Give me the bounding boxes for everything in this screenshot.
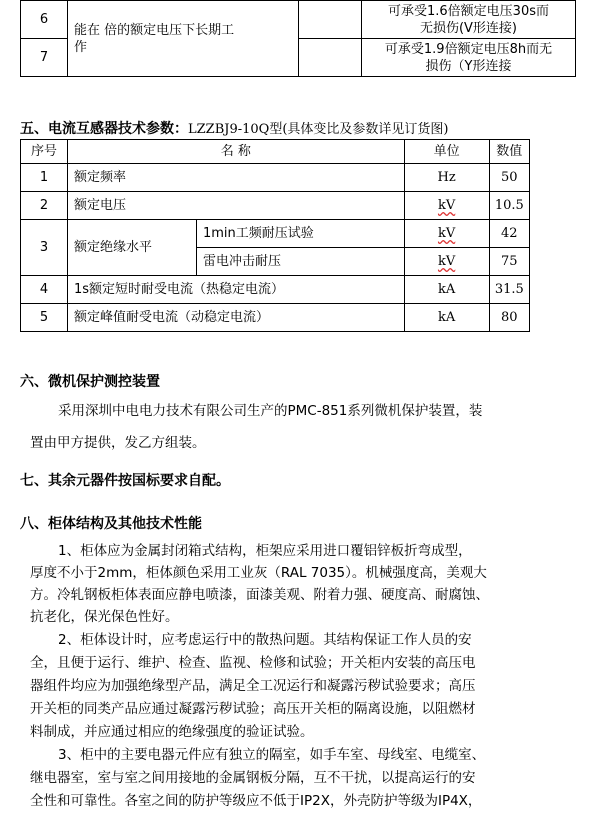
section5-title: 五、电流互感器技术参数：	[20, 121, 188, 137]
table-row	[21, 164, 530, 192]
cell-value: 42	[489, 220, 529, 248]
blank-cell	[299, 39, 362, 77]
section6-para-line1: 采用深圳中电电力技术有限公司生产的PMC-851系列微机保护装置，装	[58, 403, 483, 419]
cell-no: 2	[21, 192, 68, 220]
cell-no: 4	[21, 276, 68, 304]
section8-line: 继电器室，室与室之间用接地的金属钢板分隔，互不干扰，以提高运行的安	[30, 770, 476, 786]
header-no: 序号	[21, 140, 68, 164]
row-number: 7	[21, 39, 68, 77]
cell-value: 31.5	[489, 276, 529, 304]
cell-unit: kV	[404, 192, 489, 220]
row-number: 6	[21, 1, 68, 39]
table-row	[21, 192, 530, 220]
section5-model: LZZBJ9-10Q型(具体变比及参数详见订货图)	[188, 122, 449, 137]
row-description: 可承受1.6倍额定电压30s而 无损伤(V形连接)	[362, 1, 576, 39]
cell-unit: kV	[404, 248, 489, 276]
section8-line: 3、柜中的主要电器元件应有独立的隔室，如手车室、母线室、电缆室、	[58, 747, 486, 763]
section8-line: 全，且便于运行、维护、检查、监视、检修和试验；开关柜内安装的高压电	[30, 655, 476, 671]
cell-subname: 1min工频耐压试验	[197, 220, 405, 248]
cell-value: 10.5	[489, 192, 529, 220]
table-row	[21, 304, 530, 332]
cell-no: 5	[21, 304, 68, 332]
section8-line: 料制成，并应通过相应的绝缘强度的验证试验。	[30, 724, 314, 740]
cell-unit: kA	[404, 276, 489, 304]
cell-name: 1s额定短时耐受电流（热稳定电流）	[68, 276, 405, 304]
table-row	[21, 220, 530, 248]
ct-parameters-table	[20, 139, 530, 332]
voltage-table-partial	[20, 0, 576, 77]
section8-line: 方。冷轧钢板柜体表面应静电喷漆，面漆美观、附着力强、硬度高、耐腐蚀、	[30, 587, 489, 603]
section8-title: 八、柜体结构及其他技术性能	[20, 516, 202, 532]
section8-line: 全性和可靠性。各室之间的防护等级应不低于IP2X，外壳防护等级为IP4X，	[30, 793, 482, 809]
section8-line: 厚度不小于2mm，柜体颜色采用工业灰（RAL 7035）。机械强度高，美观大	[30, 565, 487, 581]
section8-line: 器组件均应为加强绝缘型产品，满足全工况运行和凝露污秽试验要求；高压	[30, 678, 476, 694]
cell-no: 3	[21, 220, 68, 276]
cell-subname: 雷电冲击耐压	[197, 248, 405, 276]
section8-line: 开关柜的同类产品应通过凝露污秽试验；高压开关柜的隔离设施，以阻燃材	[30, 701, 476, 717]
cell-name: 额定电压	[68, 192, 405, 220]
section8-line: 2、柜体设计时，应考虑运行中的散热问题。其结构保证工作人员的安	[58, 632, 472, 648]
cell-value: 75	[489, 248, 529, 276]
section8-line: 1、柜体应为金属封闭箱式结构，柜架应采用进口覆铝锌板折弯成型，	[58, 543, 472, 559]
section5-heading	[20, 118, 448, 138]
merged-item-text: 能在 倍的额定电压下长期工 作	[68, 1, 299, 77]
header-unit: 单位	[404, 140, 489, 164]
cell-unit: Hz	[404, 164, 489, 192]
section6-title: 六、微机保护测控装置	[20, 374, 160, 390]
cell-unit: kV	[404, 220, 489, 248]
table-row	[21, 276, 530, 304]
section7-title: 七、其余元器件按国标要求自配。	[20, 473, 230, 489]
header-name: 名 称	[68, 140, 405, 164]
blank-cell	[299, 1, 362, 39]
row-description: 可承受1.9倍额定电压8h而无 损伤（Y形连接	[362, 39, 576, 77]
section6-para-line2: 置由甲方提供，发乙方组装。	[30, 435, 206, 451]
header-value: 数值	[489, 140, 529, 164]
cell-unit: kA	[404, 304, 489, 332]
cell-value: 80	[489, 304, 529, 332]
section8-line: 抗老化，保光保色性好。	[30, 609, 179, 625]
cell-value: 50	[489, 164, 529, 192]
cell-name: 额定峰值耐受电流（动稳定电流）	[68, 304, 405, 332]
cell-no: 1	[21, 164, 68, 192]
cell-name: 额定频率	[68, 164, 405, 192]
cell-name: 额定绝缘水平	[68, 220, 197, 276]
